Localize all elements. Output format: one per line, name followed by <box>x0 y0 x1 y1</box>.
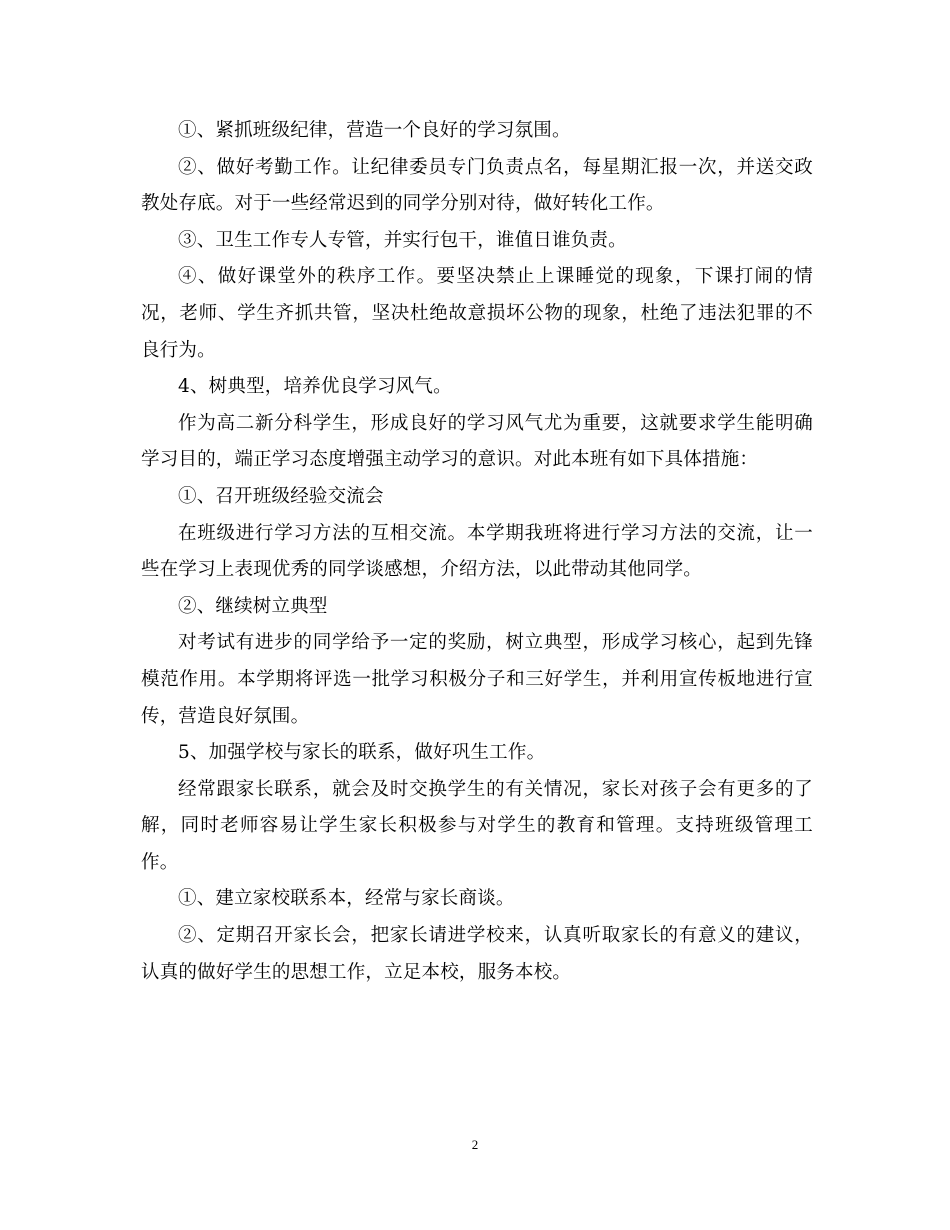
paragraph: ④、做好课堂外的秩序工作。要坚决禁止上课睡觉的现象，下课打闹的情况，老师、学生齐抓共管，坚决杜绝故意损坏公物的现象，杜绝了违法犯罪的不良行为。 <box>141 266 813 361</box>
section-heading: 4、树典型，培养优良学习风气。 <box>178 376 452 398</box>
subheading: ②、继续树立典型 <box>178 595 328 617</box>
page-number: 2 <box>471 1137 479 1152</box>
paragraph: ①、建立家校联系本，经常与家长商谈。 <box>178 888 515 910</box>
paragraph: 作为高二新分科学生，形成良好的学习风气尤为重要，这就要求学生能明确学习目的，端正学习态度增强主动学习的意识。对此本班有如下具体措施： <box>141 412 813 471</box>
section-heading: 5、加强学校与家长的联系，做好巩生工作。 <box>178 742 546 764</box>
paragraph: 对考试有进步的同学给予一定的奖励，树立典型，形成学习核心，起到先锋模范作用。本学期将评选一批学习积极分子和三好学生，并利用宣传板地进行宣传，营造良好氛围。 <box>141 632 813 727</box>
paragraph: ②、做好考勤工作。让纪律委员专门负责点名，每星期汇报一次，并送交政教处存底。对于一些经常迟到的同学分别对待，做好转化工作。 <box>141 156 813 215</box>
subheading: ①、召开班级经验交流会 <box>178 485 384 507</box>
document-body <box>141 113 813 991</box>
paragraph: 经常跟家长联系，就会及时交换学生的有关情况，家长对孩子会有更多的了解，同时老师容易让学生家长积极参与对学生的教育和管理。支持班级管理工作。 <box>141 778 813 873</box>
paragraph: 在班级进行学习方法的互相交流。本学期我班将进行学习方法的交流，让一些在学习上表现优秀的同学谈感想，介绍方法，以此带动其他同学。 <box>141 522 813 581</box>
paragraph: ①、紧抓班级纪律，营造一个良好的学习氛围。 <box>178 120 571 141</box>
paragraph: ②、定期召开家长会，把家长请进学校来，认真听取家长的有意义的建议，认真的做好学生的思想工作，立足本校，服务本校。 <box>141 925 813 983</box>
paragraph: ③、卫生工作专人专管，并实行包干，谁值日谁负责。 <box>178 229 627 251</box>
